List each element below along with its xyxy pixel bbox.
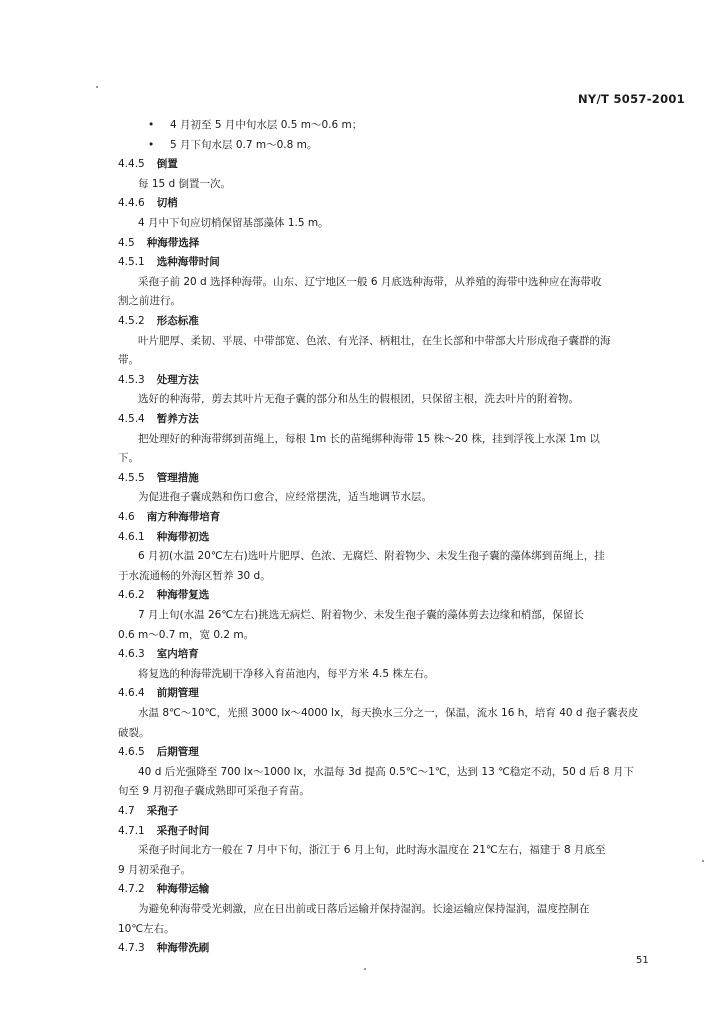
paragraph-line: 采孢子前 20 d 选择种海带。山东、辽宁地区一般 6 月底选种海带，从养殖的海带中选种应在海带收 (138, 275, 602, 288)
paragraph-line: 每 15 d 倒置一次。 (138, 177, 232, 190)
section-title: 后期管理 (156, 746, 199, 759)
bullet-item (148, 138, 317, 152)
section-heading (118, 412, 199, 426)
paragraph-line: 采孢子时间北方一般在 7 月中下旬，浙江于 6 月上旬，此时海水温度在 21℃左右，福建于 8 月底至 (138, 844, 606, 857)
section-heading (118, 588, 209, 602)
section-number: 4.7.1 (118, 824, 145, 837)
section-number: 4.6.3 (118, 648, 145, 661)
section-title: 暂养方法 (156, 413, 199, 425)
section-number: 4.6 (118, 511, 135, 523)
section-title: 种海带复选 (156, 589, 210, 602)
section-heading (118, 686, 199, 700)
section-title: 选种海带时间 (156, 256, 220, 269)
paragraph-line: 带。 (118, 354, 139, 367)
section-number: 4.5.5 (118, 471, 145, 484)
section-number: 4.6.5 (118, 746, 145, 759)
scan-speck (364, 968, 366, 970)
paragraph-line: 为避免种海带受光刺激，应在日出前或日落后运输并保持湿润。长途运输应保持湿润，温度控制在 (138, 903, 590, 915)
section-number: 4.5.3 (118, 373, 145, 386)
paragraph-line: 水温 8℃～10℃，光照 3000 lx～4000 lx，每天换水三分之一，保温，流水 16 h，培育 40 d 孢子囊表皮 (138, 707, 639, 719)
section-heading (118, 314, 199, 328)
section-number: 4.5.4 (118, 413, 145, 425)
section-title: 采孢子时间 (156, 824, 210, 837)
bullet-text: 5 月下旬水层 0.7 m～0.8 m。 (170, 138, 318, 151)
section-number: 4.6.4 (118, 687, 145, 700)
section-title: 种海带选择 (146, 236, 200, 249)
section-title: 形态标准 (156, 315, 199, 327)
section-title: 前期管理 (156, 687, 199, 700)
paragraph-line: 为促进孢子囊成熟和伤口愈合，应经常摆洗，适当地调节水层。 (138, 491, 432, 504)
paragraph-line: 破裂。 (118, 726, 150, 739)
paragraph-line: 将复选的种海带洗刷干净移入育苗池内，每平方米 4.5 株左右。 (138, 667, 435, 680)
section-number: 4.6.2 (118, 589, 145, 602)
paragraph-line: 4 月中下旬应切梢保留基部藻体 1.5 m。 (138, 217, 329, 229)
paragraph-line: 于水流通畅的外海区暂养 30 d。 (118, 569, 271, 582)
section-number: 4.6.1 (118, 530, 145, 543)
scan-speck (96, 86, 98, 88)
section-heading (118, 373, 199, 387)
section-title: 南方种海带培育 (146, 511, 221, 523)
section-heading (118, 824, 209, 838)
paragraph-line: 下。 (118, 452, 139, 465)
section-title: 种海带运输 (156, 883, 210, 896)
section-heading (118, 471, 199, 485)
section-number: 4.4.6 (118, 197, 145, 210)
bullet-marker: • (148, 119, 155, 131)
section-title: 室内培育 (156, 648, 199, 661)
section-heading (118, 804, 178, 818)
paragraph-line: 把处理好的种海带绑到苗绳上，每根 1m 长的苗绳绑种海带 15 株～20 株，挂到浮筏上水深 1m 以 (138, 432, 600, 445)
section-heading (118, 157, 178, 171)
section-title: 切梢 (156, 197, 178, 210)
section-heading (118, 941, 209, 955)
section-title: 采孢子 (146, 805, 179, 817)
section-heading (118, 647, 199, 661)
standard-code: NY/T 5057-2001 (578, 92, 685, 106)
scan-speck (702, 860, 704, 862)
bullet-marker: • (148, 138, 155, 151)
section-heading (118, 510, 220, 524)
section-title: 种海带洗刷 (156, 942, 210, 955)
section-title: 种海带初选 (156, 530, 210, 543)
section-number: 4.7 (118, 805, 135, 817)
section-heading (118, 236, 199, 250)
section-number: 4.5.2 (118, 315, 145, 327)
paragraph-line: 旬至 9 月初孢子囊成熟即可采孢子育苗。 (118, 785, 310, 798)
section-heading (118, 530, 209, 544)
bullet-item (148, 118, 362, 132)
page-number: 51 (636, 955, 649, 966)
section-heading (118, 745, 199, 759)
paragraph-line: 选好的种海带，剪去其叶片无孢子囊的部分和丛生的假根团，只保留主根，洗去叶片的附着物。 (138, 393, 579, 406)
section-number: 4.5 (118, 236, 135, 249)
paragraph-line: 40 d 后光强降至 700 lx～1000 lx，水温每 3d 提高 0.5℃～1℃，达到 13 ℃稳定不动，50 d 后 8 月下 (138, 765, 634, 778)
section-number: 4.4.5 (118, 158, 145, 171)
section-title: 管理措施 (156, 471, 199, 484)
section-heading (118, 255, 220, 269)
section-title: 处理方法 (156, 373, 199, 386)
paragraph-line: 9 月初采孢子。 (118, 863, 192, 876)
section-number: 4.5.1 (118, 256, 145, 269)
section-number: 4.7.3 (118, 942, 145, 955)
paragraph-line: 7 月上旬(水温 26℃左右)挑选无病烂、附着物少、未发生孢子囊的藻体剪去边缘和梢部，保留长 (138, 609, 584, 621)
section-number: 4.7.2 (118, 883, 145, 896)
paragraph-line: 叶片肥厚、柔韧、平展、中带部宽、色浓、有光泽、柄粗壮，在生长部和中带部大片形成孢子囊群的海 (138, 334, 611, 347)
paragraph-line: 10℃左右。 (118, 922, 175, 935)
paragraph-line: 割之前进行。 (118, 295, 181, 308)
paragraph-line: 0.6 m～0.7 m，宽 0.2 m。 (118, 628, 255, 641)
section-heading (118, 196, 178, 210)
paragraph-line: 6 月初(水温 20℃左右)选叶片肥厚、色浓、无腐烂、附着物少、未发生孢子囊的藻体绑到苗绳上，挂 (138, 550, 605, 563)
section-title: 倒置 (156, 158, 178, 171)
bullet-text: 4 月初至 5 月中旬水层 0.5 m～0.6 m； (170, 119, 363, 131)
section-heading (118, 882, 209, 896)
